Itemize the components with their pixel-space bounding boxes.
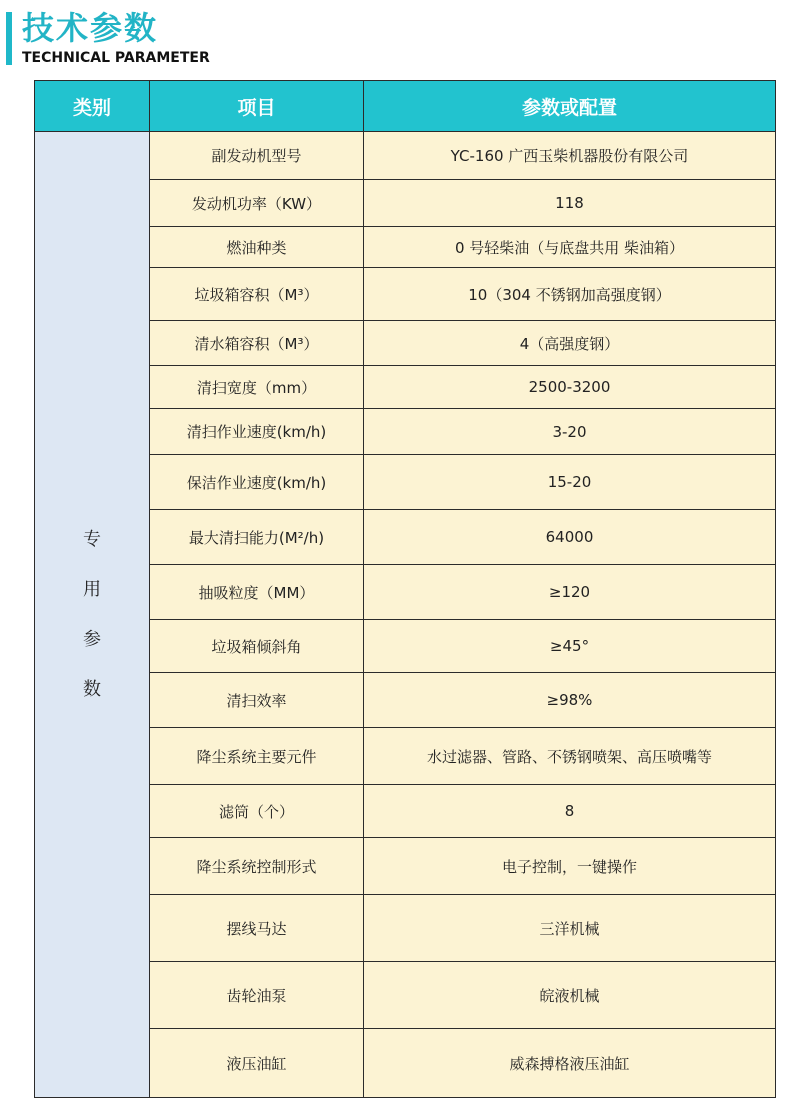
item-cell: 副发动机型号	[150, 132, 364, 180]
category-char: 数	[83, 678, 101, 700]
item-cell: 抽吸粒度（MM）	[150, 565, 364, 620]
item-cell: 垃圾箱倾斜角	[150, 620, 364, 673]
item-cell: 摆线马达	[150, 895, 364, 962]
value-cell: 2500-3200	[364, 366, 776, 409]
value-cell: 4（高强度钢）	[364, 321, 776, 366]
section-subtitle: TECHNICAL PARAMETER	[22, 50, 210, 66]
value-cell: 水过滤器、管路、不锈钢喷架、高压喷嘴等	[364, 728, 776, 785]
value-cell: 威森搏格液压油缸	[364, 1029, 776, 1098]
value-cell: 8	[364, 785, 776, 838]
value-cell: YC-160 广西玉柴机器股份有限公司	[364, 132, 776, 180]
table-row	[35, 132, 776, 180]
item-cell: 保洁作业速度(km/h)	[150, 455, 364, 510]
item-cell: 降尘系统控制形式	[150, 838, 364, 895]
value-cell: ≥98%	[364, 673, 776, 728]
value-cell: 皖液机械	[364, 962, 776, 1029]
header-item: 项目	[150, 81, 364, 132]
item-cell: 燃油种类	[150, 227, 364, 268]
item-cell: 清扫宽度（mm）	[150, 366, 364, 409]
value-cell: ≥120	[364, 565, 776, 620]
category-char: 专	[83, 528, 101, 550]
category-label	[83, 515, 101, 715]
item-cell: 垃圾箱容积（M³）	[150, 268, 364, 321]
section-header	[0, 0, 800, 72]
category-char: 参	[83, 628, 101, 650]
item-cell: 清扫效率	[150, 673, 364, 728]
spec-table	[34, 80, 776, 1098]
value-cell: 64000	[364, 510, 776, 565]
item-cell: 最大清扫能力(M²/h)	[150, 510, 364, 565]
value-cell: 10（304 不锈钢加高强度钢）	[364, 268, 776, 321]
item-cell: 齿轮油泵	[150, 962, 364, 1029]
value-cell: 3-20	[364, 409, 776, 455]
category-char: 用	[83, 578, 101, 600]
table-header-row	[35, 81, 776, 132]
accent-bar	[6, 12, 12, 65]
item-cell: 滤筒（个）	[150, 785, 364, 838]
item-cell: 清水箱容积（M³）	[150, 321, 364, 366]
section-title: 技术参数	[22, 9, 159, 47]
value-cell: 15-20	[364, 455, 776, 510]
item-cell: 发动机功率（KW）	[150, 180, 364, 227]
item-cell: 降尘系统主要元件	[150, 728, 364, 785]
value-cell: 电子控制，一键操作	[364, 838, 776, 895]
header-value: 参数或配置	[364, 81, 776, 132]
value-cell: 三洋机械	[364, 895, 776, 962]
value-cell: 118	[364, 180, 776, 227]
header-category: 类别	[35, 81, 150, 132]
value-cell: 0 号轻柴油（与底盘共用 柴油箱）	[364, 227, 776, 268]
item-cell: 清扫作业速度(km/h)	[150, 409, 364, 455]
category-cell	[35, 132, 150, 1098]
value-cell: ≥45°	[364, 620, 776, 673]
item-cell: 液压油缸	[150, 1029, 364, 1098]
